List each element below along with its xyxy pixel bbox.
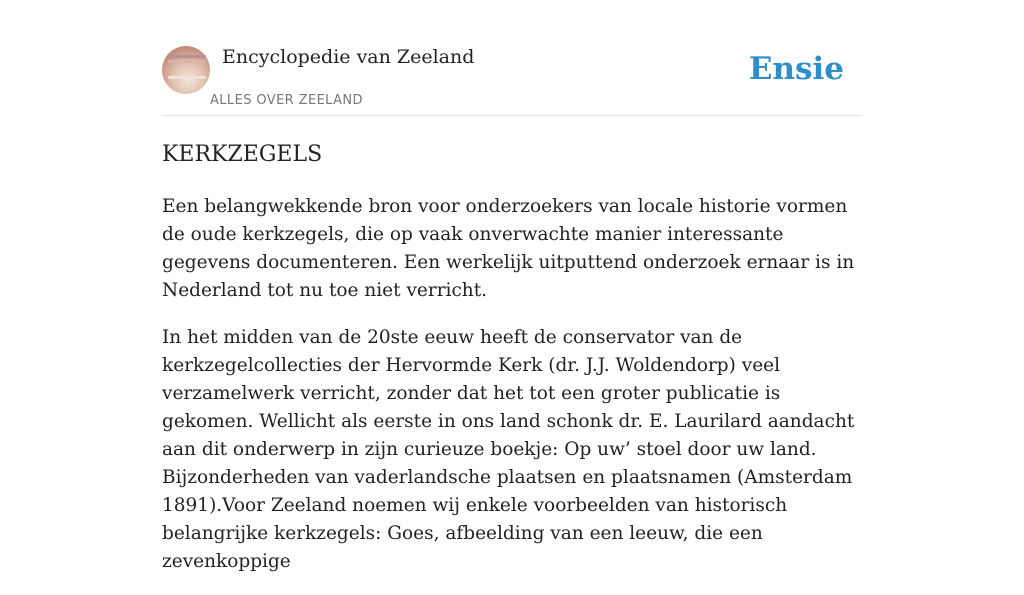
logo-detail <box>168 55 206 58</box>
logo-detail <box>168 76 206 79</box>
article-paragraph: In het midden van de 20ste eeuw heeft de conservator van de kerkzegelcollecties der Hervormde Kerk (dr. J.J. Woldendorp) veel verzamelwerk verricht, zonder dat het tot een groter publicatie is gekomen. Wellicht als eerste in ons land schonk dr. E. Laurilard aandacht aan dit onderwerp in zijn curieuze boekje: Op uw’ stoel door uw land. Bijzonderheden van vaderlandsche plaatsen en plaatsnamen (Amsterdam 1891).Voor Zeeland noemen wij enkele voorbeelden van historisch belangrijke kerkzegels: Goes, afbeelding van een leeuw, die een zevenkoppige <box>162 327 855 572</box>
logo-detail <box>168 60 206 63</box>
article-title: KERKZEGELS <box>162 142 323 167</box>
article-paragraph: Een belangwekkende bron voor onderzoekers van locale historie vormen de oude kerkzegels, die op vaak onverwachte manier interessante gegevens documenteren. Een werkelijk uitputtend onderzoek ernaar is in Nederland tot nu toe niet verricht. <box>162 196 855 301</box>
site-logo[interactable] <box>162 46 210 94</box>
site-header <box>162 45 862 116</box>
site-title[interactable]: Encyclopedie van Zeeland <box>222 46 475 68</box>
article <box>162 139 872 595</box>
ensie-logo[interactable]: Ensie <box>748 51 844 87</box>
site-tagline: ALLES OVER ZEELAND <box>210 93 363 108</box>
